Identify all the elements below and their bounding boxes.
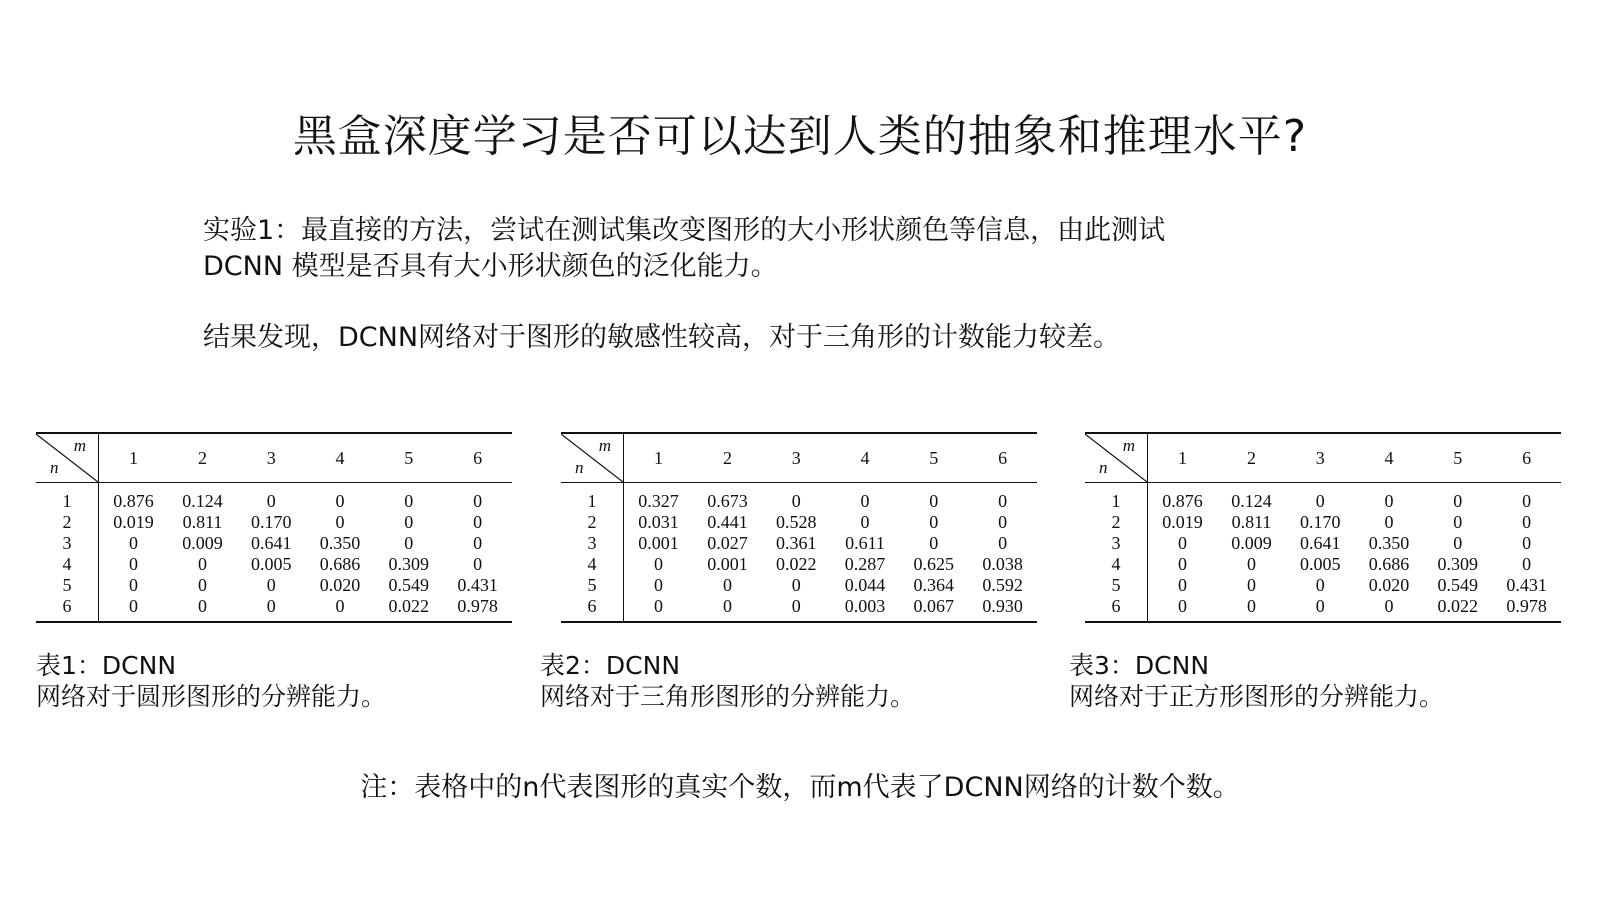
- row-header: 1: [36, 483, 99, 513]
- table-cell: 0.364: [913, 575, 955, 595]
- table-cell: 0: [791, 596, 801, 616]
- table-cell: 0.020: [319, 575, 361, 595]
- table-cell: 0: [1315, 491, 1325, 511]
- table-cell: 0.038: [982, 554, 1023, 574]
- column-header: 4: [1384, 447, 1394, 468]
- column-header: 2: [722, 447, 732, 468]
- column-header: 1: [654, 447, 664, 468]
- row-header: 6: [1085, 596, 1148, 622]
- table-cell: 0: [791, 575, 801, 595]
- table-cell: 0: [1384, 512, 1394, 532]
- row-header: 3: [36, 533, 99, 554]
- column-header: 3: [791, 447, 801, 468]
- row-header: 5: [561, 575, 624, 596]
- experiment-paragraph: [203, 213, 1443, 285]
- table-cell: 0.309: [1437, 554, 1479, 574]
- column-header: 1: [129, 447, 139, 468]
- table-cell: 0: [473, 554, 483, 574]
- row-header: 3: [1085, 533, 1148, 554]
- table-cell: 0.611: [845, 533, 885, 553]
- corner-m-label: m: [1122, 436, 1135, 455]
- header-row: [1085, 433, 1561, 483]
- experiment-line-2: DCNN 模型是否具有大小形状颜色的泛化能力。: [203, 251, 778, 282]
- row-header: 5: [36, 575, 99, 596]
- table-row: [1085, 554, 1561, 575]
- table-cell: 0: [1453, 491, 1463, 511]
- table-cell: 0.549: [388, 575, 430, 595]
- table-cell: 0: [335, 512, 345, 532]
- table-cell: 0.009: [182, 533, 223, 553]
- table-cell: 0: [473, 491, 483, 511]
- corner-cell: [1085, 433, 1148, 483]
- table-cell: 0.431: [1506, 575, 1547, 595]
- table-cell: 0.625: [913, 554, 955, 574]
- table-cell: 0.170: [1300, 512, 1341, 532]
- table-cell: 0: [266, 575, 276, 595]
- table-cell: 0.528: [776, 512, 817, 532]
- caption-line-1: 表1：DCNN: [36, 651, 177, 680]
- caption-line-1: 表3：DCNN: [1069, 651, 1210, 680]
- table-cell: 0.361: [776, 533, 817, 553]
- table-cell: 0.811: [1231, 512, 1272, 532]
- column-header: 6: [998, 447, 1008, 468]
- table-row: [36, 512, 512, 533]
- table-cell: 0: [654, 596, 664, 616]
- table-cell: 0.019: [1162, 512, 1203, 532]
- table-cell: 0: [722, 575, 732, 595]
- table-row: [561, 575, 1037, 596]
- table-cell: 0: [791, 491, 801, 511]
- table-row: [561, 554, 1037, 575]
- data-table: [1085, 432, 1561, 623]
- table-cell: 0: [404, 533, 414, 553]
- table-cell: 0.327: [638, 491, 679, 511]
- diagonal-line: [36, 434, 98, 482]
- table-cell: 0: [1178, 533, 1188, 553]
- table-cell: 0: [1246, 596, 1256, 616]
- table-cell: 0: [1315, 575, 1325, 595]
- row-header: 4: [561, 554, 624, 575]
- table-cell: 0.005: [251, 554, 292, 574]
- column-header: 5: [404, 447, 414, 468]
- column-header: 5: [1453, 447, 1463, 468]
- table-cell: 0.978: [457, 596, 498, 616]
- header-row: [561, 433, 1037, 483]
- table-cell: 0.005: [1300, 554, 1341, 574]
- table-cell: 0: [929, 533, 939, 553]
- table-cell: 0: [1246, 575, 1256, 595]
- diagonal-line: [1085, 434, 1147, 482]
- table-cell: 0.641: [1300, 533, 1341, 553]
- table-cell: 0: [129, 596, 139, 616]
- column-header: 3: [266, 447, 276, 468]
- row-header: 4: [1085, 554, 1148, 575]
- column-header: 6: [1522, 447, 1532, 468]
- table-cell: 0.592: [982, 575, 1023, 595]
- table-cell: 0: [1522, 491, 1532, 511]
- table-cell: 0: [266, 491, 276, 511]
- table-row: [36, 596, 512, 622]
- row-header: 4: [36, 554, 99, 575]
- table-cell: 0: [1453, 512, 1463, 532]
- table-cell: 0.930: [982, 596, 1023, 616]
- corner-n-label: n: [50, 458, 59, 477]
- caption-line-1: 表2：DCNN: [540, 651, 681, 680]
- table-cell: 0: [929, 512, 939, 532]
- diagonal-line: [561, 434, 623, 482]
- table-row: [561, 596, 1037, 622]
- table-cell: 0.019: [113, 512, 154, 532]
- table-cell: 0.001: [707, 554, 748, 574]
- table-row: [1085, 533, 1561, 554]
- table-cell: 0.124: [1231, 491, 1272, 511]
- experiment-line-1: 实验1：最直接的方法，尝试在测试集改变图形的大小形状颜色等信息，由此测试: [203, 215, 1166, 246]
- table-cell: 0.811: [182, 512, 223, 532]
- table-cell: 0: [266, 596, 276, 616]
- table-cell: 0.001: [638, 533, 679, 553]
- table-cell: 0.350: [1368, 533, 1410, 553]
- table-cell: 0: [197, 575, 207, 595]
- corner-m-label: m: [598, 436, 611, 455]
- table-cell: 0.124: [182, 491, 223, 511]
- table-cell: 0: [860, 512, 870, 532]
- table-cell: 0.022: [388, 596, 430, 616]
- table-caption-square: [1069, 650, 1444, 712]
- row-header: 3: [561, 533, 624, 554]
- table-cell: 0.876: [1162, 491, 1203, 511]
- table-cell: 0: [1522, 554, 1532, 574]
- footnote: 注：表格中的n代表图形的真实个数，而m代表了DCNN网络的计数个数。: [360, 772, 1240, 803]
- caption-line-2: 网络对于三角形图形的分辨能力。: [540, 682, 916, 711]
- column-header: 2: [1246, 447, 1256, 468]
- row-header: 2: [36, 512, 99, 533]
- table-cell: 0: [1453, 533, 1463, 553]
- table-triangle: [561, 432, 1037, 623]
- table-cell: 0.022: [776, 554, 817, 574]
- corner-cell: [36, 433, 99, 483]
- table-cell: 0: [404, 512, 414, 532]
- table-cell: 0.686: [319, 554, 361, 574]
- column-header: 4: [335, 447, 345, 468]
- table-cell: 0: [1178, 554, 1188, 574]
- table-cell: 0: [1384, 596, 1394, 616]
- table-row: [1085, 596, 1561, 622]
- table-square: [1085, 432, 1561, 623]
- corner-n-label: n: [1099, 458, 1108, 477]
- table-cell: 0.027: [707, 533, 748, 553]
- corner-cell: [561, 433, 624, 483]
- table-cell: 0: [1522, 533, 1532, 553]
- table-cell: 0: [404, 491, 414, 511]
- table-cell: 0: [998, 491, 1008, 511]
- table-caption-circle: [36, 650, 386, 712]
- table-cell: 0: [998, 512, 1008, 532]
- row-header: 2: [1085, 512, 1148, 533]
- table-cell: 0.309: [388, 554, 430, 574]
- table-cell: 0.022: [1437, 596, 1479, 616]
- table-row: [1085, 483, 1561, 513]
- column-header: 3: [1315, 447, 1325, 468]
- table-cell: 0: [998, 533, 1008, 553]
- table-cell: 0.431: [457, 575, 498, 595]
- table-cell: 0: [473, 512, 483, 532]
- table-cell: 0.350: [319, 533, 361, 553]
- data-table: [561, 432, 1037, 623]
- table-cell: 0.003: [844, 596, 886, 616]
- table-cell: 0.673: [707, 491, 748, 511]
- table-cell: 0: [929, 491, 939, 511]
- table-cell: 0.876: [113, 491, 154, 511]
- table-row: [36, 483, 512, 513]
- table-cell: 0: [1178, 575, 1188, 595]
- column-header: 5: [929, 447, 939, 468]
- table-cell: 0.067: [913, 596, 955, 616]
- row-header: 2: [561, 512, 624, 533]
- row-header: 1: [561, 483, 624, 513]
- table-cell: 0: [1522, 512, 1532, 532]
- table-circle: [36, 432, 512, 623]
- table-cell: 0: [1178, 596, 1188, 616]
- caption-line-2: 网络对于圆形图形的分辨能力。: [36, 682, 387, 711]
- table-cell: 0.031: [638, 512, 679, 532]
- table-cell: 0.441: [707, 512, 748, 532]
- table-cell: 0: [197, 554, 207, 574]
- row-header: 6: [36, 596, 99, 622]
- table-cell: 0.044: [844, 575, 886, 595]
- corner-n-label: n: [575, 458, 584, 477]
- table-cell: 0: [129, 575, 139, 595]
- table-cell: 0: [1315, 596, 1325, 616]
- row-header: 6: [561, 596, 624, 622]
- table-cell: 0.009: [1231, 533, 1272, 553]
- column-header: 4: [860, 447, 870, 468]
- corner-m-label: m: [73, 436, 86, 455]
- row-header: 5: [1085, 575, 1148, 596]
- table-cell: 0.287: [844, 554, 886, 574]
- caption-line-2: 网络对于正方形图形的分辨能力。: [1069, 682, 1445, 711]
- table-cell: 0: [654, 575, 664, 595]
- table-cell: 0: [129, 533, 139, 553]
- table-cell: 0: [129, 554, 139, 574]
- table-cell: 0: [197, 596, 207, 616]
- table-row: [1085, 512, 1561, 533]
- table-cell: 0: [722, 596, 732, 616]
- table-row: [36, 554, 512, 575]
- header-row: [36, 433, 512, 483]
- table-cell: 0: [654, 554, 664, 574]
- table-cell: 0: [335, 491, 345, 511]
- table-caption-triangle: [540, 650, 915, 712]
- table-cell: 0.020: [1368, 575, 1410, 595]
- table-row: [36, 575, 512, 596]
- table-cell: 0.641: [251, 533, 292, 553]
- table-cell: 0.170: [251, 512, 292, 532]
- column-header: 6: [473, 447, 483, 468]
- table-cell: 0.978: [1506, 596, 1547, 616]
- table-row: [1085, 575, 1561, 596]
- table-cell: 0: [473, 533, 483, 553]
- table-row: [561, 533, 1037, 554]
- table-cell: 0: [335, 596, 345, 616]
- table-cell: 0: [1384, 491, 1394, 511]
- table-cell: 0: [860, 491, 870, 511]
- table-row: [561, 483, 1037, 513]
- table-row: [561, 512, 1037, 533]
- row-header: 1: [1085, 483, 1148, 513]
- slide-title: 黑盒深度学习是否可以达到人类的抽象和推理水平?: [292, 111, 1308, 162]
- result-paragraph: 结果发现，DCNN网络对于图形的敏感性较高，对于三角形的计数能力较差。: [203, 322, 1121, 353]
- column-header: 2: [197, 447, 207, 468]
- table-cell: 0.549: [1437, 575, 1479, 595]
- table-cell: 0: [1246, 554, 1256, 574]
- table-row: [36, 533, 512, 554]
- data-table: [36, 432, 512, 623]
- table-cell: 0.686: [1368, 554, 1410, 574]
- column-header: 1: [1178, 447, 1188, 468]
